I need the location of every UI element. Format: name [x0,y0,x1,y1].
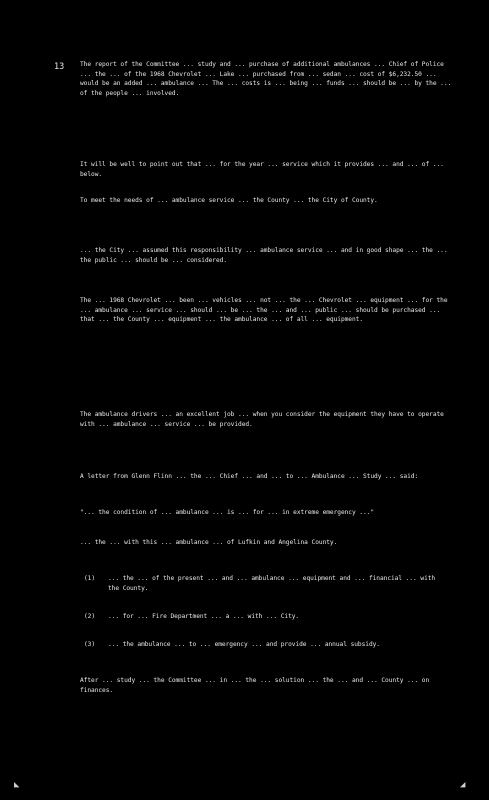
paragraph-6: The ambulance drivers ... an excellent job ... when you consider the equipment they have to operate with ... ambulance ... service ... be provided. [80,411,444,428]
paragraph-3: To meet the needs of ... ambulance service ... the County ... the City of County. [80,197,378,204]
list-item-3 [84,640,448,650]
closing-paragraph: After ... study ... the Committee ... in ... the ... solution ... the ... and ... County ... on finances. [80,677,430,694]
paragraph-2: It will be well to point out that ... for the year ... service which it provides ... and ... of ... below. [80,161,444,178]
paragraph-4: ... the City ... assumed this responsibility ... ambulance service ... and in good shape ... the ... the public ... should be ... considered. [80,247,448,264]
list-number: (3) [84,641,96,648]
paragraph-1: The report of the Committee ... study and ... purchase of additional ambulances ... Chief of Police ... the ... of the 1968 Chevrolet ... Lake ... purchased from ... sedan ... cost of $6,232.50 ... would be an added ... ambulance ... The ... costs is ... being ... funds ... should be ... by the ... of the people ... involved. [80,61,452,97]
paragraph-5: The ... 1968 Chevrolet ... been ... vehicles ... not ... the ... Chevrolet ... equipment ... for the ... ambulance ... service ... should ... be ... the ... and ... public ... should be purchased ... that ... the County ... equipment ... the ambulance ... of all ... equipment. [80,297,448,323]
paragraph-7: A letter from Glenn Flinn ... the ... Chief ... and ... to ... Ambulance ... Study ... said: [80,473,419,480]
list-text: ... the ambulance ... to ... emergency ... and provide ... annual subsidy. [108,641,380,648]
scan-corner-mark: ◢ [460,780,466,790]
list-number: (1) [84,575,96,582]
quote: "... the condition of ... ambulance ... is ... for ... in extreme emergency ..." [80,509,375,516]
list-number: (2) [84,613,96,620]
paragraph-8: ... the ... with this ... ambulance ... of Lufkin and Angelina County. [80,539,338,546]
page-number: 13 [54,62,65,72]
list-item-1 [84,574,448,593]
list-text: ... for ... Fire Department ... a ... with ... City. [108,613,300,620]
list-text: ... the ... of the present ... and ... ambulance ... equipment and ... financial ... with the County. [108,575,436,592]
scan-corner-mark: ◣ [14,780,20,790]
list-item-2 [84,612,448,622]
